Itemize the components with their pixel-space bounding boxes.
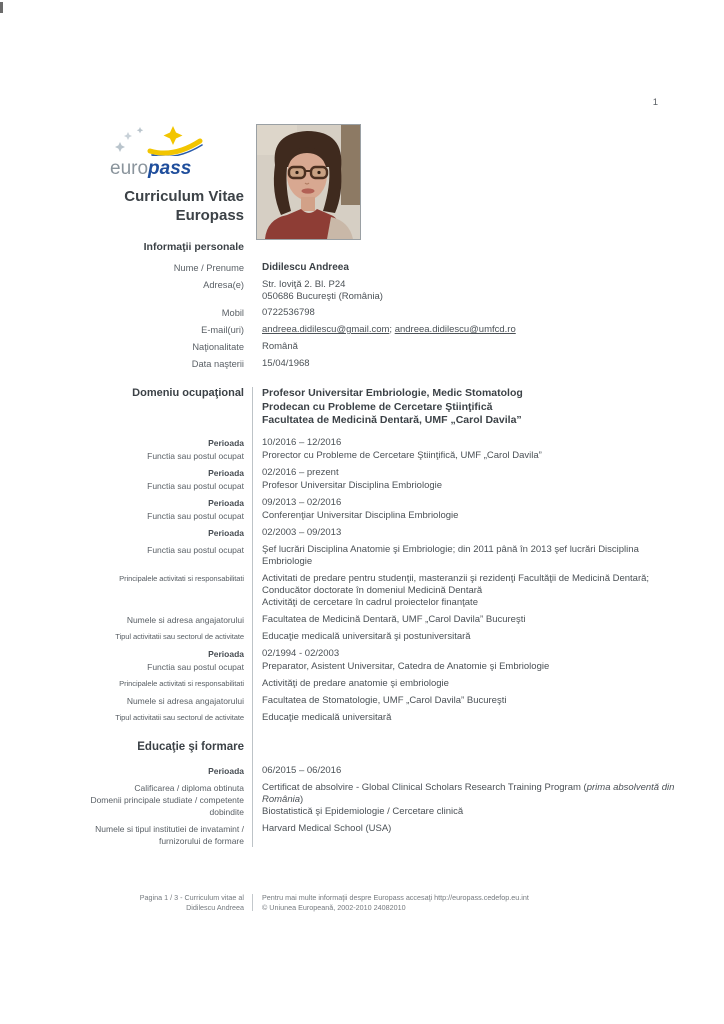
education-period-value: 06/2015 – 06/2016 bbox=[262, 764, 342, 776]
certificate-line3: Biostatistică şi Epidemiologie / Cercetare clinică bbox=[262, 805, 464, 817]
header bbox=[88, 124, 676, 253]
birthdate-label: Data naşterii bbox=[191, 359, 244, 369]
education-row-institution bbox=[88, 823, 676, 847]
header-left bbox=[88, 124, 252, 253]
address-line1: Str. Ioviţă 2. Bl. P24 bbox=[262, 279, 346, 290]
occupation-line2: Prodecan cu Probleme de Cercetare Ştiinţifică bbox=[262, 400, 493, 413]
europass-star-icon bbox=[110, 124, 236, 156]
certificate-italic2: România bbox=[262, 793, 301, 805]
certificate-text: Certificat de absolvire - Global Clinical Scholars Research Training Program ( bbox=[262, 781, 587, 793]
qualification-value bbox=[252, 782, 676, 818]
europass-logo bbox=[110, 124, 236, 179]
work-row-position bbox=[88, 544, 676, 568]
mobile-value: 0722536798 bbox=[262, 307, 315, 318]
institution-label bbox=[88, 823, 252, 847]
education-heading: Educaţie şi formare bbox=[137, 740, 244, 753]
name-label: Nume / Prenume bbox=[173, 263, 244, 273]
work-row-position bbox=[88, 661, 676, 673]
occupation-heading: Domeniu ocupaţional bbox=[132, 387, 244, 399]
birthdate-value: 15/04/1968 bbox=[262, 358, 310, 369]
footer-copyright: © Uniunea Europeană, 2002-2010 24082010 bbox=[262, 902, 406, 912]
footer-right bbox=[252, 893, 676, 912]
sector-label: Tipul activitatii sau sectorul de activitate bbox=[115, 712, 244, 722]
occupation-heading-row bbox=[88, 387, 676, 428]
position-value: Conferenţiar Universitar Disciplina Embriologie bbox=[262, 509, 459, 521]
personal-row-address bbox=[88, 279, 676, 302]
personal-row-email bbox=[88, 324, 676, 336]
sector-value: Educaţie medicală universitară bbox=[262, 711, 392, 723]
institution-label-line1: Numele si tipul institutiei de invatamint / bbox=[95, 823, 244, 834]
footer-left bbox=[88, 893, 252, 912]
occupation-line1: Profesor Universitar Embriologie, Medic Stomatolog bbox=[262, 387, 523, 399]
work-row-period bbox=[88, 527, 676, 539]
sector-value: Educaţie medicală universitară şi postuniversitară bbox=[262, 630, 471, 642]
address-value bbox=[252, 279, 676, 302]
position-label: Functia sau postul ocupat bbox=[147, 510, 244, 521]
page-number: 1 bbox=[652, 97, 658, 108]
institution-label-line2: furnizorului de formare bbox=[158, 835, 244, 846]
qualification-label bbox=[88, 782, 252, 818]
email-label: E-mail(uri) bbox=[201, 325, 244, 335]
email-separator: ; bbox=[389, 324, 395, 335]
personal-row-mobile bbox=[88, 307, 676, 319]
period-value: 02/2003 – 09/2013 bbox=[262, 526, 342, 538]
employer-label: Numele si adresa angajatorului bbox=[126, 614, 244, 625]
period-label: Perioada bbox=[208, 527, 244, 538]
title-line2: Europass bbox=[175, 207, 244, 224]
occupation-line3: Facultatea de Medicină Dentară, UMF „Carol Davila” bbox=[262, 414, 522, 426]
period-label: Perioada bbox=[208, 437, 244, 448]
position-label: Functia sau postul ocupat bbox=[147, 450, 244, 461]
page-footer bbox=[88, 893, 676, 912]
personal-row-name bbox=[88, 262, 676, 274]
certificate-italic: prima absolventă din bbox=[586, 781, 675, 793]
address-label: Adresa(e) bbox=[203, 280, 244, 290]
work-row-position bbox=[88, 510, 676, 522]
period-value: 02/2016 – prezent bbox=[262, 466, 339, 478]
certificate-line2 bbox=[262, 794, 676, 806]
address-line2: 050686 Bucureşti (România) bbox=[262, 290, 383, 302]
footer-page-info: Pagina 1 / 3 - Curriculum vitae al bbox=[139, 893, 244, 902]
footer-cv-owner: Didilescu Andreea bbox=[186, 902, 244, 912]
work-row-period bbox=[88, 467, 676, 479]
work-row-period bbox=[88, 497, 676, 509]
personal-info-heading: Informaţii personale bbox=[143, 241, 244, 253]
position-label: Functia sau postul ocupat bbox=[147, 544, 244, 555]
work-row-sector bbox=[88, 712, 676, 724]
work-row-employer bbox=[88, 614, 676, 626]
scan-artifact bbox=[0, 2, 3, 13]
work-row-position bbox=[88, 480, 676, 492]
work-history bbox=[88, 437, 676, 724]
work-row-position bbox=[88, 450, 676, 462]
period-label: Perioada bbox=[208, 497, 244, 508]
work-row-employer bbox=[88, 695, 676, 707]
email-link-2[interactable]: andreea.didilescu@umfcd.ro bbox=[394, 324, 516, 335]
position-label: Functia sau postul ocupat bbox=[147, 480, 244, 491]
period-value: 09/2013 – 02/2016 bbox=[262, 496, 342, 508]
activities-label: Principalele activitati si responsabilitati bbox=[119, 678, 244, 688]
employer-value: Facultatea de Medicină Dentară, UMF „Carol Davila” Bucureşti bbox=[262, 613, 526, 625]
email-link-1[interactable]: andreea.didilescu@gmail.com bbox=[262, 324, 390, 335]
employer-value: Facultatea de Stomatologie, UMF „Carol Davila” Bucureşti bbox=[262, 694, 507, 706]
position-line2: Embriologie bbox=[262, 555, 313, 567]
activities-value bbox=[252, 573, 676, 609]
work-row-activities bbox=[88, 678, 676, 690]
activities-line1: Activitati de predare pentru studenţii, masteranzii şi rezidenţi Facultăţii de Medicină Dentară; bbox=[262, 572, 650, 584]
institution-value: Harvard Medical School (USA) bbox=[262, 822, 392, 834]
nationality-label: Naţionalitate bbox=[192, 342, 244, 352]
name-value: Didilescu Andreea bbox=[262, 262, 349, 273]
europass-wordmark bbox=[110, 159, 236, 179]
period-value: 02/1994 - 02/2003 bbox=[262, 647, 340, 659]
occupation-section bbox=[88, 387, 676, 847]
position-value: Preparator, Asistent Universitar, Catedra de Anatomie şi Embriologie bbox=[262, 660, 550, 672]
personal-row-nationality bbox=[88, 341, 676, 353]
position-line1: Şef lucrări Disciplina Anatomie şi Embriologie; din 2011 până în 2013 şef lucrări Disciplina bbox=[262, 543, 639, 555]
position-label: Functia sau postul ocupat bbox=[147, 661, 244, 672]
work-row-activities bbox=[88, 573, 676, 609]
logo-euro-text: euro bbox=[110, 158, 149, 179]
email-value bbox=[252, 324, 676, 336]
mobile-label: Mobil bbox=[221, 308, 244, 318]
work-row-sector bbox=[88, 631, 676, 643]
qualification-label-line3: dobindite bbox=[209, 806, 244, 817]
qualification-label-line1: Calificarea / diploma obtinuta bbox=[134, 782, 244, 793]
activities-line2: Conducător doctorate în domeniul Medicină Dentară bbox=[262, 584, 483, 596]
education-row-qualification bbox=[88, 782, 676, 818]
activities-value: Activităţi de predare anatomie şi embriologie bbox=[262, 677, 449, 689]
education-heading-row bbox=[88, 740, 676, 754]
sector-label: Tipul activitatii sau sectorul de activitate bbox=[115, 631, 244, 641]
logo-pass-text: pass bbox=[148, 158, 192, 179]
employer-label: Numele si adresa angajatorului bbox=[126, 695, 244, 706]
footer-europass-info: Pentru mai multe informaţii despre Europass accesaţi http://europass.cedefop.eu.int bbox=[262, 893, 529, 902]
position-value bbox=[252, 544, 676, 568]
education-period-label: Perioada bbox=[208, 765, 244, 776]
position-value: Prorector cu Probleme de Cercetare Ştiinţifică, UMF „Carol Davila” bbox=[262, 449, 542, 461]
activities-line3: Activităţi de cercetare în cadrul proiectelor finanţate bbox=[262, 596, 478, 608]
cv-content bbox=[88, 124, 676, 848]
title-line1: Curriculum Vitae bbox=[124, 188, 244, 205]
occupation-value bbox=[252, 387, 676, 428]
personal-row-birthdate bbox=[88, 358, 676, 370]
document-title bbox=[88, 187, 252, 225]
certificate-line1 bbox=[262, 782, 676, 794]
portrait-photo bbox=[256, 124, 361, 240]
personal-info-section bbox=[88, 262, 676, 370]
certificate-suffix: ) bbox=[300, 793, 304, 805]
education-heading-spacer bbox=[252, 740, 676, 754]
education-row-period bbox=[88, 765, 676, 777]
position-value: Profesor Universitar Disciplina Embriologie bbox=[262, 479, 443, 491]
activities-label: Principalele activitati si responsabilitati bbox=[119, 573, 244, 583]
qualification-label-line2: Domenii principale studiate / competente bbox=[90, 794, 244, 805]
period-value: 10/2016 – 12/2016 bbox=[262, 436, 342, 448]
period-label: Perioada bbox=[208, 648, 244, 659]
nationality-value: Română bbox=[262, 341, 298, 352]
period-label: Perioada bbox=[208, 467, 244, 478]
header-right bbox=[252, 124, 676, 253]
work-row-period bbox=[88, 648, 676, 660]
work-row-period bbox=[88, 437, 676, 449]
